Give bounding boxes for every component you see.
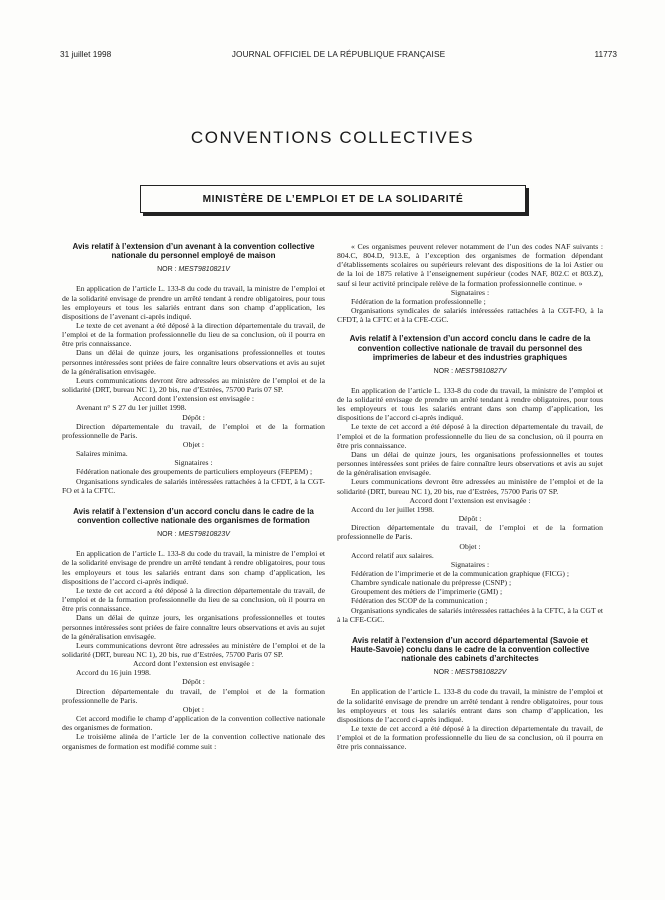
paragraph: Leurs communications devront être adressées au ministère de l’emploi et de la solidarité (DRT, bureau NC 1), 20 bis, rue d’Estrées, 75700 Paris 07 SP.: [62, 375, 325, 395]
paragraph: Salaires minima.: [76, 449, 128, 459]
spacer: [337, 624, 603, 636]
paragraph: Fédération nationale des groupements de particuliers employeurs (FEPEM) ;: [76, 467, 313, 477]
subheading: Objet :: [182, 440, 205, 449]
notice-title: Avis relatif à l’extension d’un avenant à la convention collective nationale du personnel employé de maison: [72, 242, 315, 261]
nor-label: NOR :: [157, 531, 177, 539]
journal-name: JOURNAL OFFICIEL DE LA RÉPUBLIQUE FRANÇAISE: [231, 49, 446, 59]
paragraph: Fédération des SCOP de la communication ;: [351, 596, 488, 606]
page-header: [60, 49, 617, 63]
paragraph: En application de l’article L. 133-8 du code du travail, la ministre de l’emploi et de la solidarité envisage de prendre un arrêté tendant à rendre obligatoires, pour tous les employeurs et tous les salariés entrant dans son champ d’application, les dispositions de l’accord ci-après indiqué.: [337, 385, 603, 423]
paragraph: Fédération de la formation professionnelle ;: [351, 296, 486, 306]
nor-reference: [337, 668, 603, 677]
paragraph: Accord du 1er juillet 1998.: [351, 504, 435, 514]
left-column: [62, 242, 325, 751]
nor-reference: [62, 530, 325, 539]
paragraph: Groupement des métiers de l’imprimerie (GMI) ;: [351, 587, 503, 597]
paragraph: Accord dont l’extension est envisagée :: [132, 394, 255, 404]
paragraph: Organisations syndicales de salariés intéressées rattachées à la CGT-FO, à la CFDT, à la CFTC et à la CFE-CGC.: [337, 306, 603, 325]
subheading: Signataires :: [450, 559, 490, 569]
nor-label: NOR :: [157, 266, 177, 274]
paragraph: Le troisième alinéa de l’article 1er de la convention collective nationale des organismes de formation est modifié comme suit :: [62, 732, 325, 751]
paragraph: En application de l’article L. 133-8 du code du travail, la ministre de l’emploi et de la solidarité envisage de prendre un arrêté tendant à rendre obligatoires, pour tous les employeurs et tous les salariés entrant dans son champ d’application, les dispositions de l’accord ci-après indiqué.: [337, 687, 603, 724]
paragraph: Dans un délai de quinze jours, les organisations professionnelles et toutes personnes intéressées sont priées de faire connaître leurs observations et avis au sujet de la généralisation envisagée.: [62, 613, 325, 641]
issue-date: 31 juillet 1998: [60, 49, 112, 59]
nor-reference: [337, 367, 603, 376]
paragraph: Direction départementale du travail, de l’emploi et de la formation professionnelle de Paris.: [337, 523, 603, 542]
subheading: Dépôt :: [182, 677, 205, 687]
nor-code: MEST9810821V: [178, 266, 230, 274]
nor-code: MEST9810827V: [455, 367, 507, 375]
subheading: Objet :: [459, 541, 481, 551]
paragraph: Leurs communications devront être adressées au ministère de l’emploi et de la solidarité (DRT, bureau NC 1), 20 bis, rue d’Estrées, 75700 Paris 07 SP.: [62, 640, 325, 659]
paragraph: Direction départementale du travail, de l’emploi et de la formation professionnelle de Paris.: [62, 686, 325, 705]
paragraph: Le texte de cet accord a été déposé à la direction départementale du travail, de l’emploi et de la formation professionnelle du lieu de sa conclusion, où il pourra en être pris connaissance.: [62, 585, 325, 614]
spacer: [62, 495, 325, 507]
nor-code: MEST9810822V: [455, 669, 507, 677]
paragraph: Direction départementale du travail, de l’emploi et de la formation professionnelle de Paris.: [62, 421, 325, 440]
paragraph: Organisations syndicales de salariés intéressées rattachées à la CFDT, à la CGT-FO et à la CFTC.: [62, 476, 325, 495]
paragraph: Accord du 16 juin 1998.: [76, 668, 151, 678]
nor-label: NOR :: [433, 669, 454, 677]
ministry-label: MINISTÈRE DE L’EMPLOI ET DE LA SOLIDARITÉ: [202, 193, 464, 205]
nor-label: NOR :: [433, 367, 454, 375]
paragraph: En application de l’article L. 133-8 du code du travail, la ministre de l’emploi et de la solidarité envisage de prendre un arrêté tendant à rendre obligatoires, pour tous les employeurs et tous les salariés entrant dans son champ d’application, les dispositions de l’avenant ci-après indiqué.: [62, 284, 325, 321]
subheading: Signataires :: [174, 458, 213, 468]
subheading: Objet :: [182, 704, 205, 714]
spacer: [337, 324, 603, 334]
notice-title: Avis relatif à l’extension d’un accord conclu dans le cadre de la convention collective nationale des organismes de formation: [73, 506, 314, 526]
paragraph: Accord dont l’extension est envisagée :: [409, 495, 531, 505]
page-number: 11773: [594, 49, 617, 59]
nor-code: MEST9810823V: [178, 531, 230, 539]
subheading: Signataires :: [450, 287, 490, 297]
ministry-heading: [140, 185, 526, 213]
paragraph: Accord dont l’extension est envisagée :: [132, 659, 255, 669]
notice-title: Avis relatif à l’extension d’un accord conclu dans le cadre de la convention collective nationale de travail du personnel des imprimeries de labeur et des industries graphiques: [349, 334, 591, 362]
nor-reference: [62, 265, 325, 274]
paragraph: En application de l’article L. 133-8 du code du travail, la ministre de l’emploi et de la solidarité envisage de prendre un arrêté tendant à rendre obligatoires, pour tous les employeurs et tous les salariés entrant dans son champ d’application, les dispositions de l’accord ci-après indiqué.: [62, 549, 325, 586]
paragraph: Organisations syndicales de salariés intéressées rattachées à la CFTC, à la CGT et à la CFE-CGC.: [337, 605, 603, 624]
paragraph: Fédération de l’imprimerie et de la communication graphique (FICG) ;: [351, 568, 569, 578]
paragraph: Avenant n° S 27 du 1er juillet 1998.: [76, 403, 187, 413]
paragraph: Chambre syndicale nationale du prépresse (CSNP) ;: [351, 578, 512, 588]
subheading: Dépôt :: [182, 412, 205, 422]
section-title: CONVENTIONS COLLECTIVES: [190, 128, 475, 147]
paragraph: Leurs communications devront être adressées au ministère de l’emploi et de la solidarité (DRT, bureau NC 1), 20 bis, rue d’Estrées, 75700 Paris 07 SP.: [337, 477, 603, 496]
paragraph: « Ces organismes peuvent relever notamment de l’un des codes NAF suivants : 804.C, 804.D, 913.E, à l’exception des organismes de formation dépendant d’établissements scolaires ou supérieurs relevant des dispositions de la loi Astier ou de la loi de 1875 relative à l’enseignement supérieur (codes NAF, 802.C et 803.Z), sauf si leur activité principale relève de la formation professionnelle continue. »: [337, 242, 603, 288]
paragraph: Accord relatif aux salaires.: [351, 550, 434, 560]
paragraph: Cet accord modifie le champ d’application de la convention collective nationale des organismes de formation.: [62, 714, 325, 733]
notice-title: Avis relatif à l’extension d’un accord départemental (Savoie et Haute-Savoie) conclu dans le cadre de la convention collective nationale des cabinets d’architectes: [350, 635, 590, 664]
right-column: [337, 242, 603, 751]
paragraph: Le texte de cet avenant a été déposé à la direction départementale du travail, de l’emploi et de la formation professionnelle du lieu de sa conclusion, où il pourra en être pris connaissance.: [62, 320, 325, 349]
paragraph: Dans un délai de quinze jours, les organisations professionnelles et toutes personnes intéressées sont priées de faire connaître leurs observations et avis au sujet de la généralisation envisagée.: [62, 348, 325, 376]
paragraph: Le texte de cet accord a été déposé à la direction départementale du travail, de l’emploi et de la formation professionnelle du lieu de sa conclusion, où il pourra en être pris connaissance.: [337, 422, 603, 450]
paragraph: Dans un délai de quinze jours, les organisations professionnelles et toutes personnes intéressées sont priées de faire connaître leurs observations et avis au sujet de la généralisation envisagée.: [337, 449, 603, 478]
subheading: Dépôt :: [458, 514, 482, 524]
paragraph: Le texte de cet accord a été déposé à la direction départementale du travail, de l’emploi et de la formation professionnelle du lieu de sa conclusion, où il pourra en être pris connaissance.: [337, 723, 603, 752]
